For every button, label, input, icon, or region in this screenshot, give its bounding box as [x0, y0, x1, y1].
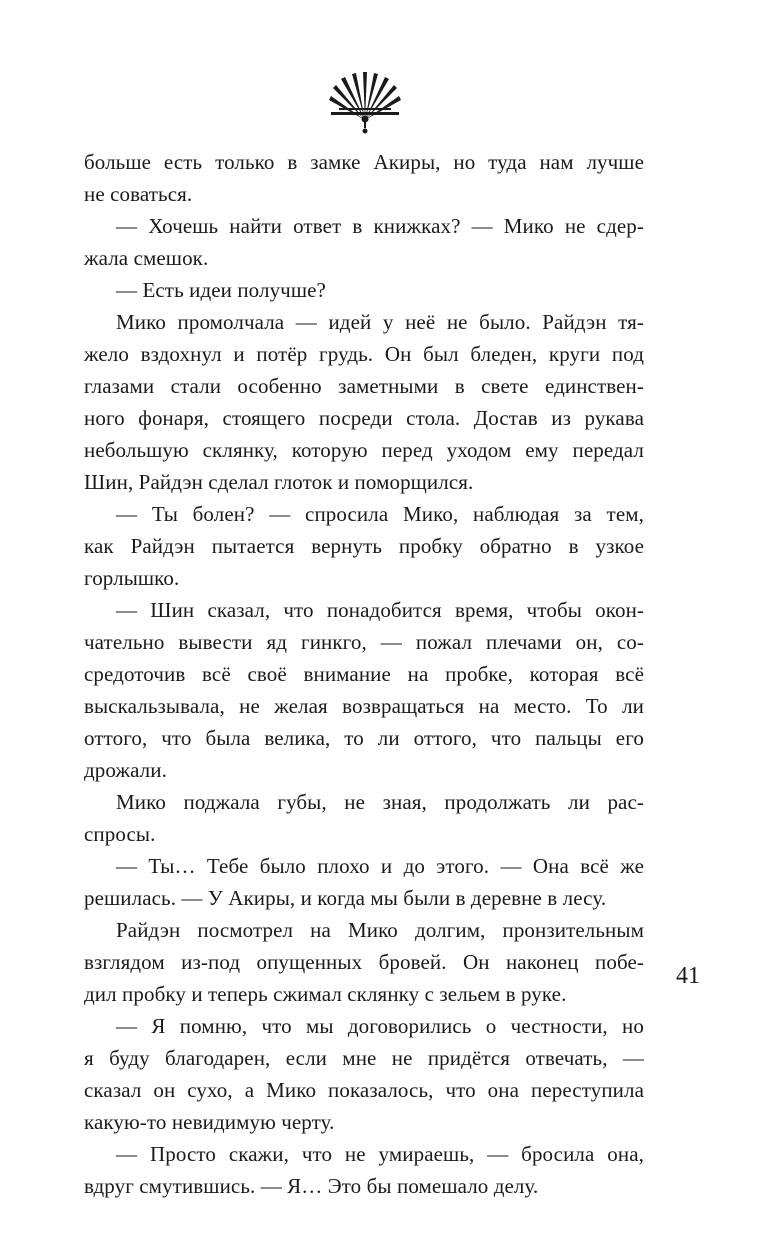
text-line: — Я помню, что мы договорились о честности, но [116, 1014, 644, 1038]
text-line: как Райдэн пытается вернуть пробку обратно в узкое [84, 534, 644, 558]
text-line: ного фонаря, стоящего посреди стола. Достав из рукава [84, 406, 644, 430]
text-line: — Просто скажи, что не умираешь, — бросила она, [116, 1142, 644, 1166]
text-line: средоточив всё своё внимание на пробке, которая всё [84, 662, 644, 686]
text-line: спросы. [84, 822, 156, 846]
text-line: взглядом из-под опущенных бровей. Он наконец побе- [84, 950, 644, 974]
text-line: Шин, Райдэн сделал глоток и поморщился. [84, 470, 474, 494]
fan-ornament-icon [325, 72, 405, 134]
text-line: небольшую склянку, которую перед уходом ему передал [84, 438, 644, 462]
text-line: какую-то невидимую черту. [84, 1110, 335, 1134]
text-line: — Хочешь найти ответ в книжках? — Мико не сдер- [116, 214, 644, 238]
text-line: выскальзывала, не желая возвращаться на место. То ли [84, 694, 644, 718]
text-line: жала смешок. [84, 246, 209, 270]
text-line: — Шин сказал, что понадобится время, чтобы окон- [116, 598, 644, 622]
text-line: — Ты… Тебе было плохо и до этого. — Она всё же [116, 854, 644, 878]
text-line: горлышко. [84, 566, 180, 590]
text-line: решилась. — У Акиры, и когда мы были в деревне в лесу. [84, 886, 607, 910]
text-line: чательно вывести яд гинкго, — пожал плечами он, со- [84, 630, 644, 654]
text-line: Мико промолчала — идей у неё не было. Райдэн тя- [116, 310, 644, 334]
text-line: оттого, что была велика, то ли оттого, что пальцы его [84, 726, 644, 750]
text-line: жело вздохнул и потёр грудь. Он был бледен, круги под [84, 342, 644, 366]
text-line: Райдэн посмотрел на Мико долгим, пронзительным [116, 918, 644, 942]
text-line: не соваться. [84, 182, 193, 206]
text-line: — Есть идеи получше? [116, 278, 326, 302]
text-line: больше есть только в замке Акиры, но туда нам лучше [84, 150, 644, 174]
page-number: 41 [676, 963, 700, 989]
text-line: глазами стали особенно заметными в свете единствен- [84, 374, 644, 398]
text-line: я буду благодарен, если мне не придётся отвечать, — [84, 1046, 644, 1070]
text-line: Мико поджала губы, не зная, продолжать ли рас- [116, 790, 644, 814]
text-line: вдруг смутившись. — Я… Это бы помешало делу. [84, 1174, 539, 1198]
text-line: дил пробку и теперь сжимал склянку с зельем в руке. [84, 982, 567, 1006]
text-line: дрожали. [84, 758, 167, 782]
text-line: сказал он сухо, а Мико показалось, что она переступила [84, 1078, 644, 1102]
text-line: — Ты болен? — спросила Мико, наблюдая за тем, [116, 502, 644, 526]
body-text [84, 146, 644, 1202]
